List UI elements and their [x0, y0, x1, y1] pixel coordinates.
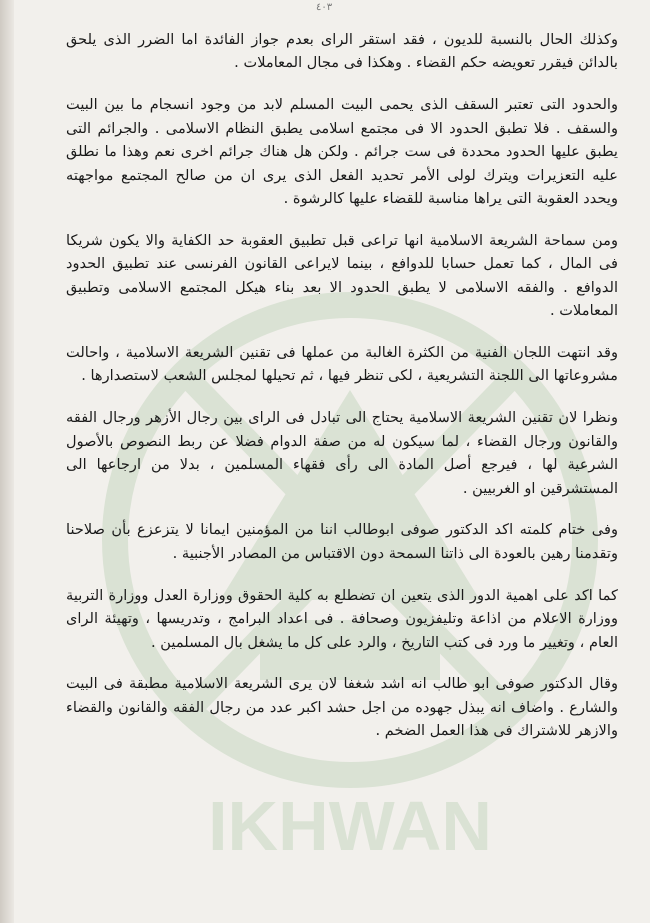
paragraph-aspiration: وقال الدكتور صوفى ابو طالب انه اشد شغفا لان يرى الشريعة الاسلامية مطبقة فى البيت والشارع . واضاف انه يبذل جهوده من اجل حشد اكبر عدد من رجال الفقه والقانون والقضاء والازهر للاشتراك فى هذا العمل الضخم . [66, 675, 619, 740]
binding-edge [0, 0, 14, 923]
paragraph-closing-speech: وفى ختام كلمته اكد الدكتور صوفى ابوطالب اننا من المؤمنين ايمانا لا يتزعزع بأن صلاحنا وتقدمنا رهين بالعودة الى ذاتنا السمحة دون الاقتباس من المصادر الأجنبية . [66, 521, 618, 562]
paragraph-codification: ونظرا لان تقنين الشريعة الاسلامية يحتاج الى تبادل فى الراى بين رجال الأزهر ورجال الفقه والقانون ورجال القضاء ، لما سيكون له من صفة الدوام فضلا عن ربط النصوص بالأصول الشرعية لها ، فيرجع أصل المادة الى رأى فقهاء المسلمين ، بدلا من ارجاعها الى المستشرقين او الغربيين . [66, 409, 618, 497]
page-marker: ٤٠٣ [316, 2, 333, 13]
paragraph-committees: وقد انتهت اللجان الفنية من الكثرة الغالبة من عملها فى تقنين الشريعة الاسلامية ، واحالت مشروعاتها الى اللجنة التشريعية ، لكى تنظر فيها ، ثم تحيلها لمجلس الشعب لاستصدارها . [66, 343, 618, 385]
paragraph-hudud: والحدود التى تعتبر السقف الذى يحمى البيت المسلم لابد من وجود انسجام ما بين البيت والسقف . فلا تطبق الحدود الا فى مجتمع اسلامى يطبق النظام الاسلامى . والجرائم التى يطبق عليها الحدود محددة فى ست جرائم . ولكن هل هناك جرائم اخرى نعم وهذا ما نطلق عليه التعزيرات ويترك لولى الأمر تحديد الفعل الذى يرى ان من صالح المجتمع مواجهته ويحدد العقوبة التى يراها مناسبة للقضاء عليها كالرشوة . [66, 96, 618, 207]
paragraph-faculty-role: كما اكد على اهمية الدور الذى يتعين ان تضطلع به كلية الحقوق ووزارة العدل ووزارة التربية ووزارة الاعلام من اذاعة وتليفزيون وصحافة . فى اعداد البرامج ، وتدريسها ، وتهيئة الراى العام ، وتغيير ما ورد فى كتب التاريخ ، والرد على كل ما يشغل بال المسلمين . [66, 586, 618, 651]
article-body [66, 28, 618, 761]
paragraph-debts: وكذلك الحال بالنسبة للديون ، فقد استقر الراى بعدم جواز الفائدة اما الضرر الذى يلحق بالدائن فيقرر تعويضه حكم القضاء . وهكذا فى مجال المعاملات . [66, 31, 618, 72]
paragraph-tolerance: ومن سماحة الشريعة الاسلامية انها تراعى قبل تطبيق العقوبة حد الكفاية والا يكون شريكا فى المال ، كما تعمل حسابا للدوافع ، بينما لايراعى القانون الفرنسى عند تطبيق الحدود الدوافع . والفقه الاسلامى لا يطبق الحدود الا بعد بناء هيكل المجتمع الاسلامى وتطبيق المعاملات . [66, 231, 618, 320]
watermark-text: IKHWAN [208, 787, 492, 865]
